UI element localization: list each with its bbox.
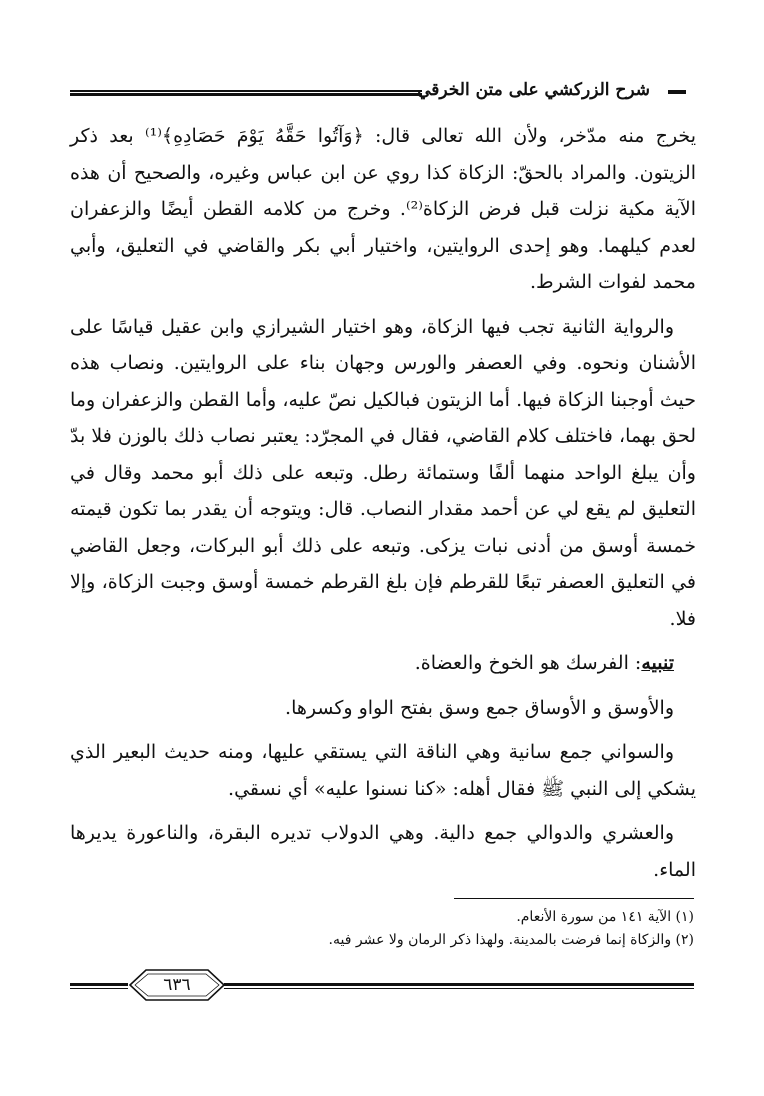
- page-number-badge: [128, 967, 226, 1003]
- header-rule: [70, 90, 422, 96]
- footer-rule-right: [224, 983, 694, 989]
- body-text: [70, 118, 696, 896]
- note-sawani: والسواني جمع سانية وهي الناقة التي يستقي عليها، ومنه حديث البعير الذي يشكي إلى النبي ﷺ فقال أهله: «كنا نسنوا عليه» أي نسقي.: [70, 741, 696, 800]
- page-number: ٦٣٦: [163, 975, 191, 995]
- note-awsuq: والأوسق و الأوساق جمع وسق بفتح الواو وكسرها.: [285, 696, 674, 719]
- tanbih-paragraph: [70, 645, 696, 682]
- paragraph-1: يخرج منه مدّخر، ولأن الله تعالى قال: ﴿وَآتُوا حَقَّهُ يَوْمَ حَصَادِهِ﴾⁽¹⁾ بعد ذكر الزيتون. والمراد بالحقّ: الزكاة كذا روي عن ابن عباس وغيره، والصحيح أن هذه الآية مكية نزلت قبل فرض الزكاة⁽²⁾. وخرج من كلامه القطن أيضًا والزعفران لعدم كيلهما. وهو إحدى الروايتين، واختيار أبي بكر والقاضي في التعليق، وأبي محمد لفوات الشرط.: [70, 125, 697, 293]
- header-title: شرح الزركشي على متن الخرقي: [417, 80, 650, 100]
- note-dawali: والعشري والدوالي جمع دالية. وهي الدولاب تديره البقرة، والناعورة يديرها الماء.: [70, 822, 696, 881]
- footnote-2: (٢) والزكاة إنما فرضت بالمدينة. ولهذا ذكر الرمان ولا عشر فيه.: [328, 932, 694, 948]
- footnote-separator: [454, 898, 694, 899]
- footer-rule-left: [70, 983, 128, 989]
- tanbih-label: تنبيه: [641, 652, 674, 674]
- page-footer: [70, 966, 694, 1006]
- footnote-1: (١) الآية ١٤١ من سورة الأنعام.: [516, 909, 694, 925]
- footnotes: [68, 906, 694, 952]
- header-dash-ornament: [668, 90, 686, 94]
- tanbih-text: : الفرسك هو الخوخ والعضاة.: [414, 652, 642, 674]
- paragraph-2: والرواية الثانية تجب فيها الزكاة، وهو اختيار الشيرازي وابن عقيل قياسًا على الأشنان ونحوه. وفي العصفر والورس وجهان بناء على الروايتين. ونصاب هذه حيث أوجبنا الزكاة فيها. أما الزيتون فبالكيل نصّ عليه، وأما القطن والزعفران وما لحق بهما، فاختلف كلام القاضي، فقال في المجرّد: يعتبر نصاب ذلك بالوزن فلا بدّ وأن يبلغ الواحد منهما ألفًا وستمائة رطل. وتبعه على ذلك أبو محمد وقال في التعليق لم يقع لي عن أحمد مقدار النصاب. قال: ويتوجه أن يقدر بما تكون قيمته خمسة أوسق من أدنى نبات يزكى. وتبعه على ذلك أبو البركات، وجعل القاضي في التعليق العصفر تبعًا للقرطم فإن بلغ القرطم خمسة أوسق وجبت الزكاة، وإلا فلا.: [70, 315, 696, 630]
- running-header: [70, 80, 690, 104]
